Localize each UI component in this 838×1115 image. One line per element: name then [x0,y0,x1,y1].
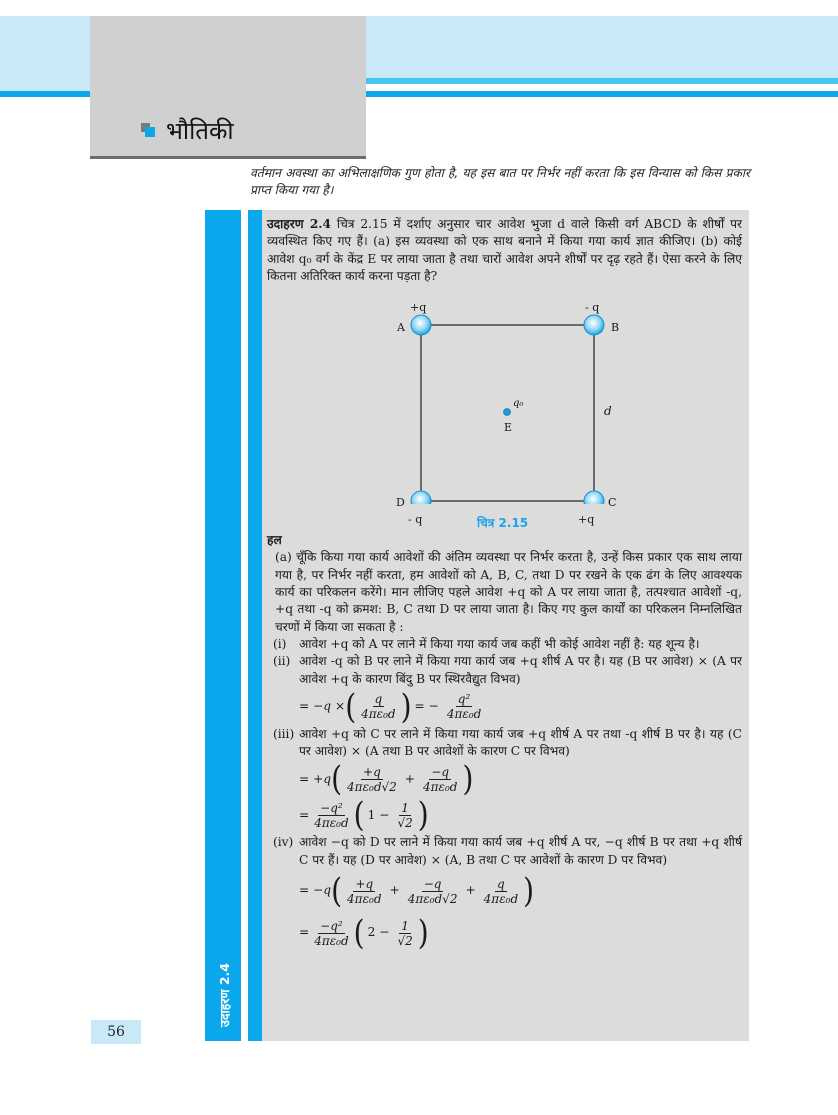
example-heading: उदाहरण 2.4 [267,217,332,231]
operator: 1 − [367,807,390,822]
step-text: आवेश +q को A पर लाने में किया गया कार्य जब कहीं भी कोई आवेश नहीं है: यह शून्य है। [299,636,700,651]
corner-a: A [397,321,405,335]
center-label: E [504,421,513,435]
formula-prefix: = −q [299,883,332,898]
step-number: (iv) [273,835,294,850]
numerator: −q [431,764,450,779]
charge-c: +q [578,513,595,527]
operator: + [465,883,476,898]
numerator: −q² [320,918,343,933]
formula-iv-b: = $\frac{\text{−q²}}{\text{4πε₀d}}$ ( 2 − $\frac{1}{√2}$ ) [299,912,429,953]
denominator: √2 [397,933,413,948]
operator: 2 − [367,925,390,940]
denominator: 4πε₀d√2 [347,779,397,794]
example-problem [267,216,742,285]
denominator: 4πε₀d [361,707,396,722]
header-stripe-gap [366,84,838,91]
step-iv [267,834,742,869]
corner-d: D [396,496,405,510]
numerator: +q [363,764,381,779]
page-number: 56 [91,1020,141,1044]
denominator: 4πε₀d [347,891,382,906]
numerator: 1 [401,800,409,815]
denominator: 4πε₀d [314,815,349,830]
step-ii [267,653,742,688]
numerator: q [497,876,505,891]
charge-d: - q [408,513,423,527]
denominator: √2 [397,815,413,830]
center-charge: q₀ [513,398,524,410]
example-inner-bar [248,210,262,1041]
step-text: आवेश +q को C पर लाने में किया गया कार्य जब +q शीर्ष A पर तथा -q शीर्ष B पर है। यह (C पर आवेश) × (A तथा B पर आवेशों के कारण C पर विभव) [299,726,742,759]
example-side-bar [205,210,241,1041]
chapter-title-box [90,16,366,159]
denominator: 4πε₀d [423,779,458,794]
operator: + [404,771,415,786]
corner-b: B [611,321,620,335]
corner-c: C [608,496,617,510]
formula-prefix: = +q [299,771,332,786]
numerator: q² [457,692,471,707]
numerator: 1 [401,918,409,933]
figure-caption: चित्र 2.15 [477,516,529,531]
step-number: (i) [273,636,287,651]
formula-prefix: = [299,807,310,822]
numerator: −q² [320,800,343,815]
numerator: +q [355,876,374,891]
step-text: आवेश −q को D पर लाने में किया गया कार्य जब +q शीर्ष A पर, −q शीर्ष B पर तथा +q शीर्ष C पर हैं। यह (D पर आवेश) × (A, B तथा C पर आवेशों के कारण D पर विभव) [299,835,742,867]
formula-iv-a: = −q ( $\frac{+q}{\text{4πε₀d}}$ + $\frac{-q}{\text{4πε₀d√2}}$ + $\frac{q}{\text{4πε₀d}}$ ) [299,870,535,911]
formula-iii-b: = $\frac{\text{−q²}}{\text{4πε₀d}}$ ( 1 − $\frac{1}{√2}$ ) [299,795,429,835]
step-iii [267,726,742,761]
denominator: 4πε₀d [314,933,349,948]
charge-b: - q [585,301,600,315]
formula-iii-a: = +q ( $\frac{+q}{\text{4πε₀d√2}}$ + $\frac{-q}{\text{4πε₀d}}$ ) [299,759,474,799]
charge-a: +q [410,301,427,315]
book-title: भौतिकी [166,117,234,145]
numerator: q [374,692,383,707]
step-number: (iii) [273,726,295,741]
step-number: (ii) [273,654,291,669]
example-problem-text: चित्र 2.15 में दर्शाए अनुसार चार आवेश भुजा d वाले किसी वर्ग ABCD के शीर्षों पर व्यवस्थित किए गए हैं। (a) इस व्यवस्था को एक साथ बनाने में किया गया कार्य ज्ञात कीजिए। (b) कोई आवेश q₀ वर्ग के केंद्र E पर लाया जाता है तथा चारों आवेश अपने शीर्षों पर दृढ़ रहते हैं। ऐसा करने के लिए कितना अतिरिक्त कार्य करना पड़ता है? [267,217,742,283]
square-diagram [267,289,742,504]
figure-square-charges [267,289,742,531]
solution-intro: (a) चूँकि किया गया कार्य आवेशों की अंतिम व्यवस्था पर निर्भर करता है, उन्हें किस प्रकार एक साथ लाया गया है, पर निर्भर नहीं करता, हम आवेशों को A, B, C, तथा D पर रखने के एक ढंग के लिए आवश्यक कार्य का परिकलन करेंगे। मान लीजिए पहले आवेश +q को A पर लाया जाता है, तत्पश्चात आवेशों -q, +q तथा -q को क्रमश: B, C तथा D पर लाया जाता है। किए गए कुल कार्यों का परिकलन निम्नलिखित चरणों में किया जा सकता है : [275,550,742,634]
denominator: 4πε₀d [446,707,482,722]
square-bullet-icon [141,123,155,137]
formula-prefix: = −q × [299,699,346,714]
formula-prefix: = [299,925,310,940]
example-box [262,210,749,1041]
side-length-label: d [604,404,612,419]
formula-ii: = −q × ( $\frac{q}{\text{4πε₀d}}$ ) = − $\frac{\text{q²}}{\text{4πε₀d}}$ [299,686,482,727]
denominator: 4πε₀d√2 [407,891,458,906]
intro-paragraph: वर्तमान अवस्था का अभिलाक्षणिक गुण होता है, यह इस बात पर निर्भर नहीं करता कि इस विन्यास को किस प्रकार प्राप्त किया गया है। [250,166,750,197]
operator: = − [414,699,439,714]
step-text: आवेश -q को B पर लाने में किया गया कार्य जब +q शीर्ष A पर है। यह (B पर आवेश) × (A पर आवेश +q के कारण बिंदु B पर स्थिरवैद्युत विभव) [299,654,742,686]
operator: + [389,883,400,898]
denominator: 4πε₀d [483,891,519,906]
solution-heading: हल [267,533,282,548]
step-i [267,636,742,653]
numerator: −q [423,876,442,891]
example-side-label: उदाहरण 2.4 [217,962,232,1027]
